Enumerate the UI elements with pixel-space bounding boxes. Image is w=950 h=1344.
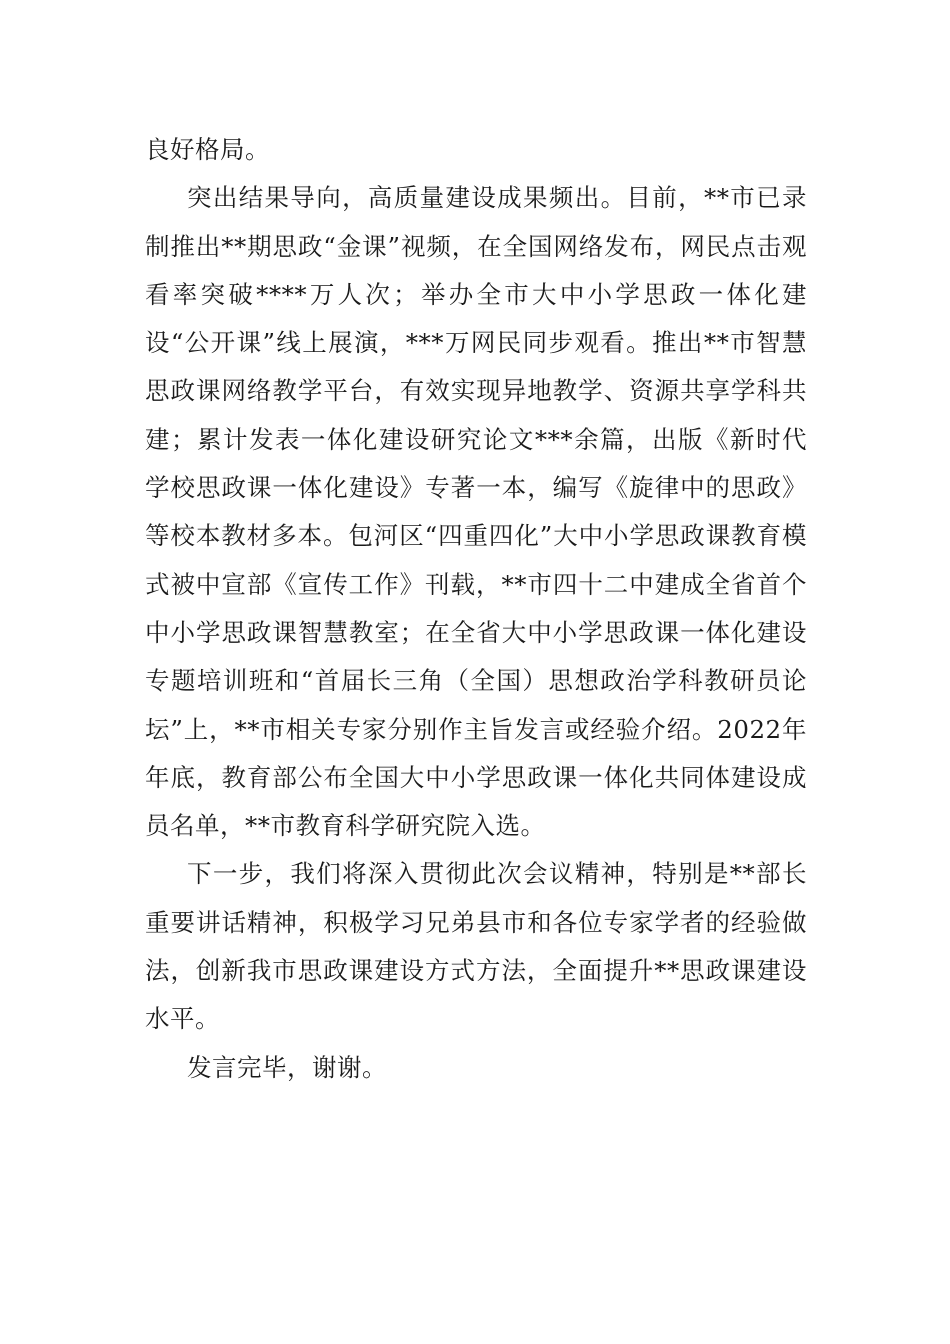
document-body — [145, 126, 807, 1092]
paragraph-closing: 发言完毕，谢谢。 — [187, 1052, 387, 1082]
paragraph-results: 突出结果导向，高质量建设成果频出。目前，**市已录制推出**期思政“金课”视频，在全国网络发布，网民点击观看率突破****万人次；举办全市大中小学思政一体化建设“公开课”线上展演，***万网民同步观看。推出**市智慧思政课网络教学平台，有效实现异地教学、资源共享学科共建；累计发表一体化建设研究论文***余篇，出版《新时代学校思政课一体化建设》专著一本，编写《旋律中的思政》等校本教材多本。包河区“四重四化”大中小学思政课教育模式被中宣部《宣传工作》刊载，**市四十二中建成全省首个中小学思政课智慧教室；在全省大中小学思政课一体化建设专题培训班和“首届长三角（全国）思想政治学科教研员论坛”上，**市相关专家分别作主旨发言或经验介绍。2022年年底，教育部公布全国大中小学思政课一体化共同体建设成员名单，**市教育科学研究院入选。 — [145, 183, 807, 841]
paragraph-next-steps: 下一步，我们将深入贯彻此次会议精神，特别是**部长重要讲话精神，积极学习兄弟县市和各位专家学者的经验做法，创新我市思政课建设方式方法，全面提升**思政课建设水平。 — [145, 859, 807, 1034]
paragraph-continuation: 良好格局。 — [145, 135, 270, 164]
